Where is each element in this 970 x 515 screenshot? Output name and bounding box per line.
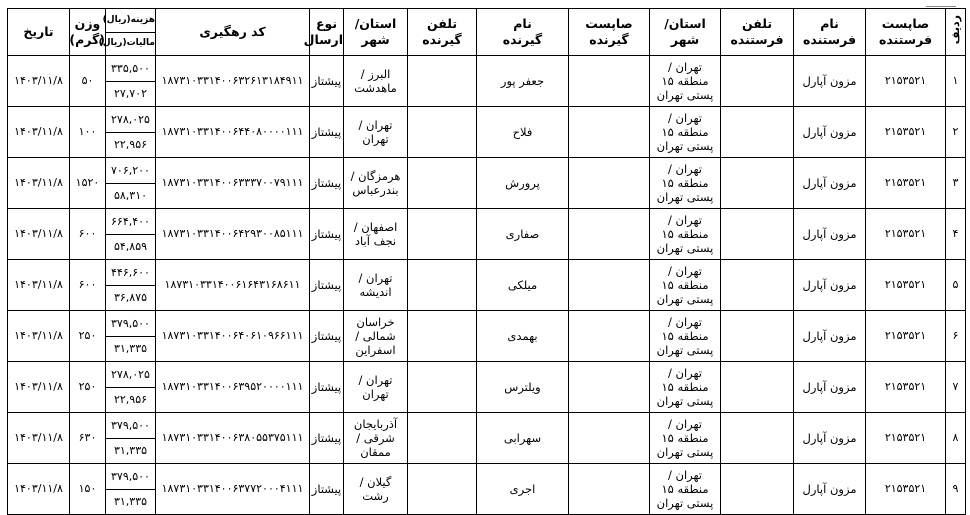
cell-receiver-name: اجری: [477, 464, 569, 515]
cell-tracking-code: ۱۸۷۳۱۰۳۳۱۴۰۰۶۴۴۰۸۰۰۰۰۱۱۱: [156, 107, 310, 158]
cell-receiver-phone: [408, 56, 477, 107]
cell-date: ۱۴۰۳/۱۱/۸: [8, 413, 70, 464]
cell-receiver-location: تهران / تهران: [344, 362, 408, 413]
cell-radif: ۷: [946, 362, 966, 413]
cell-cost: ۶۶۴,۴۰۰: [106, 209, 156, 235]
cell-weight: ۲۵۰: [70, 362, 106, 413]
cell-weight: ۶۰۰: [70, 209, 106, 260]
cell-date: ۱۴۰۳/۱۱/۸: [8, 362, 70, 413]
cell-sender-phone: [721, 260, 794, 311]
cell-receiver-location: تهران / اندیشه: [344, 260, 408, 311]
cell-sender-name: مزون آپارل: [794, 311, 866, 362]
cell-receiver-phone: [408, 158, 477, 209]
cell-receiver-phone: [408, 209, 477, 260]
cell-receiver-postcode: [569, 209, 650, 260]
cell-tracking-code: ۱۸۷۳۱۰۳۳۱۴۰۰۶۴۰۶۱۰۹۶۶۱۱۱: [156, 311, 310, 362]
cell-sender-phone: [721, 209, 794, 260]
cell-date: ۱۴۰۳/۱۱/۸: [8, 311, 70, 362]
cell-sender-postcode: ۲۱۵۳۵۲۱: [866, 413, 946, 464]
cell-sender-location: تهران / منطقه ۱۵ پستی تهران: [650, 107, 721, 158]
cell-tax: ۳۱,۳۳۵: [106, 490, 156, 515]
cell-send-type: پیشتاز: [310, 311, 344, 362]
cell-cost: ۲۷۸,۰۲۵: [106, 362, 156, 388]
cell-tax: ۲۲,۹۵۶: [106, 388, 156, 413]
page-corner-mark: [926, 0, 956, 7]
table-row: [8, 260, 966, 286]
cell-sender-phone: [721, 107, 794, 158]
cell-sender-location: تهران / منطقه ۱۵ پستی تهران: [650, 362, 721, 413]
cell-receiver-name: سهرابی: [477, 413, 569, 464]
cell-send-type: پیشتاز: [310, 362, 344, 413]
cell-tracking-code: ۱۸۷۳۱۰۳۳۱۴۰۰۶۳۲۶۱۳۱۸۴۹۱۱: [156, 56, 310, 107]
cell-send-type: پیشتاز: [310, 464, 344, 515]
cell-radif: ۲: [946, 107, 966, 158]
cell-send-type: پیشتاز: [310, 209, 344, 260]
cell-date: ۱۴۰۳/۱۱/۸: [8, 107, 70, 158]
cell-tax: ۳۱,۳۳۵: [106, 337, 156, 362]
cell-receiver-postcode: [569, 260, 650, 311]
cell-cost: ۴۴۶,۶۰۰: [106, 260, 156, 286]
cell-sender-phone: [721, 158, 794, 209]
cell-cost: ۳۷۹,۵۰۰: [106, 413, 156, 439]
cell-radif: ۳: [946, 158, 966, 209]
cell-receiver-phone: [408, 107, 477, 158]
header-tax: مالیات(ریال): [106, 32, 156, 56]
cell-send-type: پیشتاز: [310, 107, 344, 158]
cell-receiver-postcode: [569, 362, 650, 413]
cell-sender-postcode: ۲۱۵۳۵۲۱: [866, 209, 946, 260]
cell-receiver-phone: [408, 464, 477, 515]
cell-sender-name: مزون آپارل: [794, 209, 866, 260]
cell-date: ۱۴۰۳/۱۱/۸: [8, 158, 70, 209]
cell-receiver-location: تهران / تهران: [344, 107, 408, 158]
cell-sender-location: تهران / منطقه ۱۵ پستی تهران: [650, 464, 721, 515]
header-receiver-postcode: صاپست گیرنده: [569, 9, 650, 56]
cell-weight: ۱۰۰: [70, 107, 106, 158]
cell-radif: ۱: [946, 56, 966, 107]
cell-date: ۱۴۰۳/۱۱/۸: [8, 260, 70, 311]
cell-receiver-location: البرز / ماهدشت: [344, 56, 408, 107]
header-receiver-phone: تلفن گیرنده: [408, 9, 477, 56]
header-receiver-location: استان/ شهر: [344, 9, 408, 56]
cell-tax: ۳۶,۸۷۵: [106, 286, 156, 311]
table-header: [8, 9, 966, 56]
cell-radif: ۵: [946, 260, 966, 311]
cell-tax: ۲۷,۷۰۲: [106, 82, 156, 107]
cell-sender-phone: [721, 56, 794, 107]
cell-sender-location: تهران / منطقه ۱۵ پستی تهران: [650, 209, 721, 260]
cell-sender-phone: [721, 362, 794, 413]
cell-tax: ۵۴,۸۵۹: [106, 235, 156, 260]
cell-receiver-name: جعفر پور: [477, 56, 569, 107]
cell-tracking-code: ۱۸۷۳۱۰۳۳۱۴۰۰۶۱۶۴۳۱۶۸۶۱۱: [156, 260, 310, 311]
cell-receiver-name: فلاح: [477, 107, 569, 158]
cell-sender-phone: [721, 464, 794, 515]
cell-sender-name: مزون آپارل: [794, 260, 866, 311]
cell-tax: ۵۸,۳۱۰: [106, 184, 156, 209]
header-sender-location: استان/ شهر: [650, 9, 721, 56]
cell-receiver-location: اصفهان / نجف آباد: [344, 209, 408, 260]
cell-receiver-phone: [408, 362, 477, 413]
cell-sender-location: تهران / منطقه ۱۵ پستی تهران: [650, 311, 721, 362]
cell-sender-location: تهران / منطقه ۱۵ پستی تهران: [650, 158, 721, 209]
cell-receiver-postcode: [569, 107, 650, 158]
cell-radif: ۹: [946, 464, 966, 515]
cell-receiver-phone: [408, 413, 477, 464]
cell-sender-postcode: ۲۱۵۳۵۲۱: [866, 362, 946, 413]
table-row: [8, 464, 966, 490]
table-row: [8, 413, 966, 439]
cell-sender-name: مزون آپارل: [794, 107, 866, 158]
header-weight: وزن (گرم): [70, 9, 106, 56]
table-row: [8, 362, 966, 388]
header-tracking-code: کد رهگیری: [156, 9, 310, 56]
header-cost: هزینه(ریال): [106, 9, 156, 33]
cell-cost: ۲۷۸,۰۲۵: [106, 107, 156, 133]
cell-receiver-name: بهمدی: [477, 311, 569, 362]
cell-receiver-name: ویلترس: [477, 362, 569, 413]
cell-sender-name: مزون آپارل: [794, 413, 866, 464]
cell-date: ۱۴۰۳/۱۱/۸: [8, 56, 70, 107]
cell-weight: ۱۵۰: [70, 464, 106, 515]
cell-sender-postcode: ۲۱۵۳۵۲۱: [866, 464, 946, 515]
cell-radif: ۸: [946, 413, 966, 464]
header-date: تاریخ: [8, 9, 70, 56]
cell-receiver-postcode: [569, 158, 650, 209]
cell-sender-location: تهران / منطقه ۱۵ پستی تهران: [650, 413, 721, 464]
cell-send-type: پیشتاز: [310, 413, 344, 464]
cell-tracking-code: ۱۸۷۳۱۰۳۳۱۴۰۰۶۳۳۳۷۰۰۷۹۱۱۱: [156, 158, 310, 209]
cell-send-type: پیشتاز: [310, 260, 344, 311]
table-body: [8, 56, 966, 515]
cell-date: ۱۴۰۳/۱۱/۸: [8, 209, 70, 260]
cell-sender-postcode: ۲۱۵۳۵۲۱: [866, 260, 946, 311]
header-receiver-name: نام گیرنده: [477, 9, 569, 56]
cell-tax: ۲۲,۹۵۶: [106, 133, 156, 158]
cell-tracking-code: ۱۸۷۳۱۰۳۳۱۴۰۰۶۴۲۹۳۰۰۸۵۱۱۱: [156, 209, 310, 260]
cell-weight: ۶۰۰: [70, 260, 106, 311]
cell-cost: ۳۳۵,۵۰۰: [106, 56, 156, 82]
cell-date: ۱۴۰۳/۱۱/۸: [8, 464, 70, 515]
cell-sender-name: مزون آپارل: [794, 464, 866, 515]
table-row: [8, 56, 966, 82]
header-radif: ردیف: [946, 9, 966, 56]
cell-receiver-name: میلکی: [477, 260, 569, 311]
cell-sender-name: مزون آپارل: [794, 362, 866, 413]
cell-radif: ۶: [946, 311, 966, 362]
cell-sender-postcode: ۲۱۵۳۵۲۱: [866, 56, 946, 107]
cell-tracking-code: ۱۸۷۳۱۰۳۳۱۴۰۰۶۳۸۰۵۵۳۷۵۱۱۱: [156, 413, 310, 464]
cell-sender-postcode: ۲۱۵۳۵۲۱: [866, 311, 946, 362]
cell-weight: ۵۰: [70, 56, 106, 107]
cell-sender-location: تهران / منطقه ۱۵ پستی تهران: [650, 56, 721, 107]
cell-weight: ۱۵۲۰: [70, 158, 106, 209]
cell-receiver-postcode: [569, 56, 650, 107]
cell-sender-name: مزون آپارل: [794, 56, 866, 107]
cell-cost: ۳۷۹,۵۰۰: [106, 464, 156, 490]
cell-tracking-code: ۱۸۷۳۱۰۳۳۱۴۰۰۶۳۹۵۲۰۰۰۰۱۱۱: [156, 362, 310, 413]
cell-cost: ۳۷۹,۵۰۰: [106, 311, 156, 337]
cell-receiver-location: خراسان شمالی / اسفراین: [344, 311, 408, 362]
cell-tax: ۳۱,۳۳۵: [106, 439, 156, 464]
cell-receiver-name: پرورش: [477, 158, 569, 209]
cell-sender-postcode: ۲۱۵۳۵۲۱: [866, 158, 946, 209]
cell-cost: ۷۰۶,۲۰۰: [106, 158, 156, 184]
cell-receiver-postcode: [569, 464, 650, 515]
cell-receiver-location: گیلان / رشت: [344, 464, 408, 515]
cell-receiver-postcode: [569, 311, 650, 362]
cell-send-type: پیشتاز: [310, 56, 344, 107]
shipment-table: [7, 8, 966, 515]
table-row: [8, 311, 966, 337]
table-row: [8, 158, 966, 184]
cell-receiver-name: صفاری: [477, 209, 569, 260]
cell-receiver-phone: [408, 260, 477, 311]
cell-sender-location: تهران / منطقه ۱۵ پستی تهران: [650, 260, 721, 311]
header-send-type: نوع ارسال: [310, 9, 344, 56]
cell-sender-name: مزون آپارل: [794, 158, 866, 209]
table-row: [8, 209, 966, 235]
cell-sender-phone: [721, 413, 794, 464]
cell-sender-postcode: ۲۱۵۳۵۲۱: [866, 107, 946, 158]
header-sender-name: نام فرستنده: [794, 9, 866, 56]
cell-receiver-phone: [408, 311, 477, 362]
header-sender-postcode: صاپست فرستنده: [866, 9, 946, 56]
cell-receiver-postcode: [569, 413, 650, 464]
cell-sender-phone: [721, 311, 794, 362]
cell-send-type: پیشتاز: [310, 158, 344, 209]
cell-receiver-location: آذربایجان شرقی / ممقان: [344, 413, 408, 464]
cell-receiver-location: هرمزگان / بندرعباس: [344, 158, 408, 209]
cell-weight: ۶۳۰: [70, 413, 106, 464]
table-row: [8, 107, 966, 133]
cell-tracking-code: ۱۸۷۳۱۰۳۳۱۴۰۰۶۳۷۷۲۰۰۰۴۱۱۱: [156, 464, 310, 515]
cell-weight: ۲۵۰: [70, 311, 106, 362]
shipment-table-container: [7, 8, 965, 515]
cell-radif: ۴: [946, 209, 966, 260]
header-sender-phone: تلفن فرستنده: [721, 9, 794, 56]
